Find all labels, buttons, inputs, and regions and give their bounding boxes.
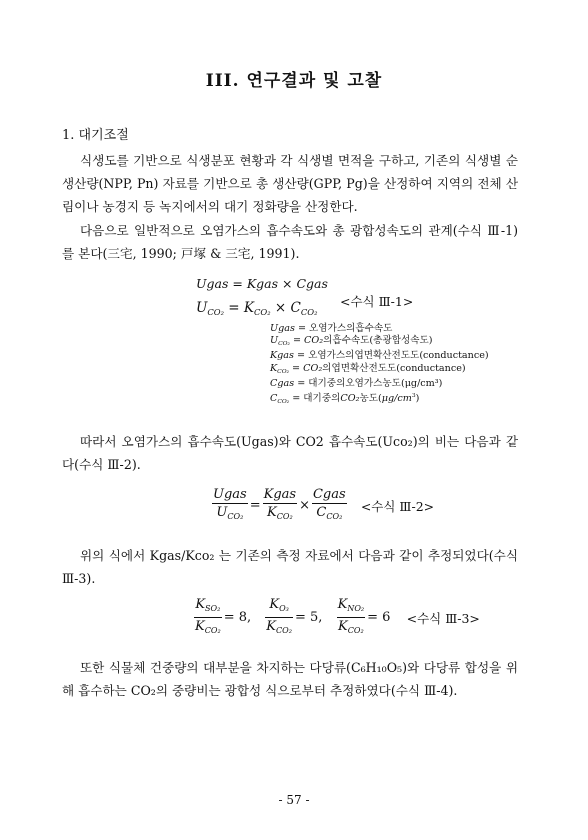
definition-kco2: $K_{CO_2} = CO_2$의엽면확산전도도(conductance) [270, 362, 466, 375]
definition-kgas: Kgas = 오염가스의엽면확산전도도(conductance) [270, 350, 489, 362]
paragraph-2: 다음으로 일반적으로 오염가스의 흡수속도와 총 광합성속도의 관계(수식 Ⅲ-1)를 본다(三宅, 1990; 戸塚 & 三宅, 1991). [62, 223, 518, 261]
equation-2: $\frac{\text{Ugas}}{U_{CO_2}}$ = $\frac{\text{Kgas}}{K_{CO_2}}$ × $\frac{\text{Cgas}}{C_{CO_2}}$ <수식 Ⅲ-2> [213, 487, 435, 521]
paragraph-5: 또한 식물체 건중량의 대부분을 차지하는 다당류(C₆H₁₀O₅)와 다당류 합성을 위해 흡수하는 CO₂의 중량비는 광합성 식으로부터 추정하였다(수식 Ⅲ-4). [62, 660, 518, 698]
paragraph-4: 위의 식에서 Kgas/Kco₂ 는 기존의 측정 자료에서 다음과 같이 추정되었다(수식 Ⅲ-3). [62, 548, 518, 586]
definition-cgas: Cgas = 대기중의오염가스농도(μg/cm³) [270, 377, 443, 389]
equation-2-label: <수식 Ⅲ-2> [360, 498, 435, 514]
paragraph-3: 따라서 오염가스의 흡수속도(Ugas)와 CO2 흡수속도(Uco₂)의 비는 다음과 같다(수식 Ⅲ-2). [62, 434, 518, 472]
equation-3: $\frac{K_{SO_2}}{K_{CO_2}}$ = 8, $\frac{K_{O_3}}{K_{CO_2}}$ = 5, $\frac{K_{NO_2}}{K_{CO_2}}$ = 6 <수식 Ⅲ-3> [195, 597, 480, 635]
definition-ugas: Ugas = 오염가스의흡수속도 [270, 323, 393, 334]
definition-cco2: $C_{CO_2}$ = 대기중의CO₂농도$(\mu g/cm^3)$ [270, 392, 420, 406]
equation-1-label: <수식 Ⅲ-1> [340, 294, 414, 309]
paragraph-1: 식생도를 기반으로 식생분포 현황과 각 식생별 면적을 구하고, 기존의 식생별 순 생산량(NPP, Pn) 자료를 기반으로 총 생산량(GPP, Pg)을 산정하여 지역의 전체 산림이나 농경지 등 녹지에서의 대기 정화량을 산정한다. [62, 153, 518, 214]
equation-1-line-1: Ugas = Kgas × Cgas [196, 276, 328, 291]
equation-3-label: <수식 Ⅲ-3> [406, 610, 480, 626]
equation-1-line-2: $U_{CO_2} = K_{CO_2} \times C_{CO_2}$ [196, 300, 318, 317]
definition-uco2: $U_{CO_2} = CO_2$의흡수속도(총광합성속도) [270, 335, 433, 348]
page-number: - 57 - [278, 793, 310, 807]
page-title: III. 연구결과 및 고찰 [205, 71, 383, 91]
section-heading: 1. 대기조절 [62, 128, 129, 143]
equation-1-definitions [270, 323, 489, 409]
